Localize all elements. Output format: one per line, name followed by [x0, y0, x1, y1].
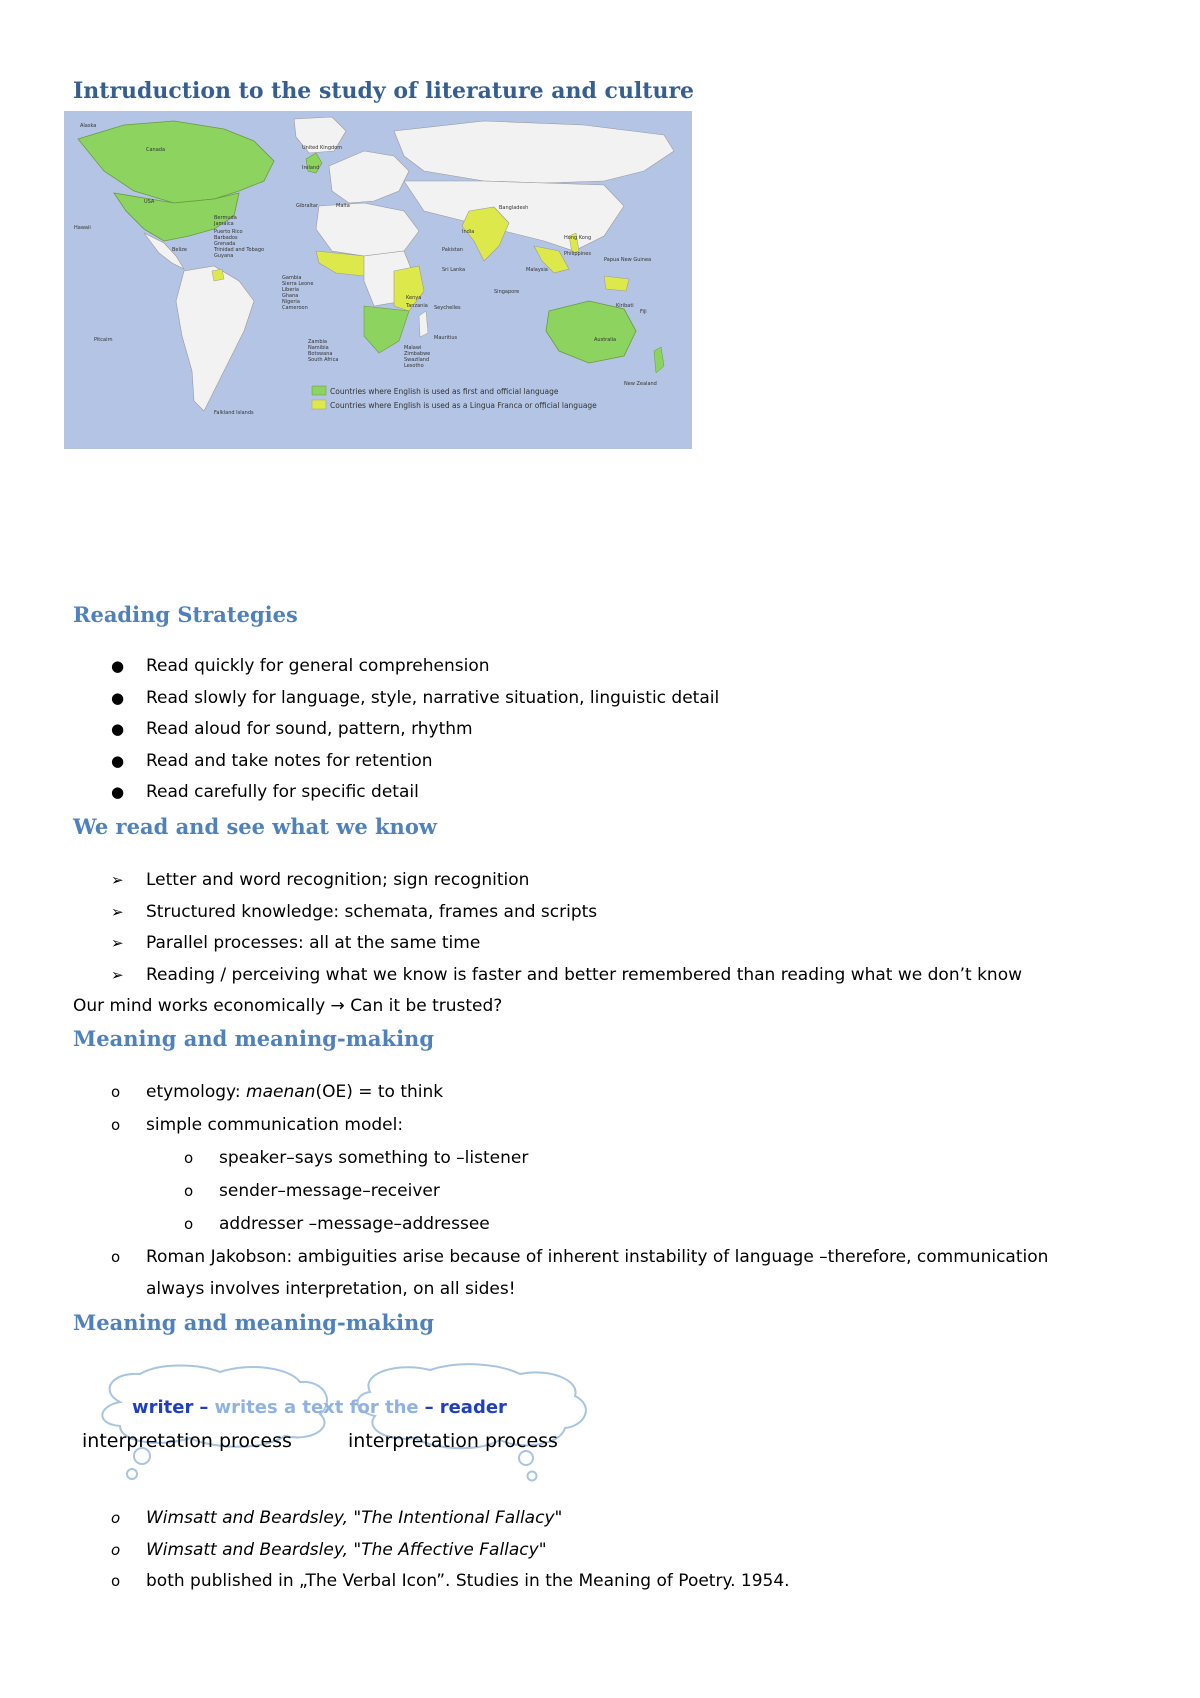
map-label: Philippines: [564, 251, 591, 257]
map-label: Bangladesh: [499, 205, 529, 211]
circle-bullet-icon: o: [111, 1248, 121, 1266]
reading-strategies-list: [0, 656, 1200, 814]
region-guyana: [212, 269, 224, 281]
map-label: Swaziland: [404, 357, 430, 363]
bullet-icon: ●: [111, 751, 125, 770]
map-label: Zimbabwe: [404, 351, 431, 357]
etymology-word: maenan: [246, 1082, 316, 1102]
map-label: Trinidad and Tobago: [214, 247, 265, 253]
map-label: Kenya: [406, 295, 422, 301]
legend-text-first: Countries where English is used as first and official language: [330, 387, 559, 396]
map-label: Falkland Islands: [214, 410, 254, 416]
map-label: Nigeria: [282, 299, 300, 305]
legend-swatch-lingua: [312, 400, 326, 409]
list-item: ➢ Letter and word recognition; sign recognition: [111, 870, 530, 890]
map-label: Pakistan: [442, 247, 463, 253]
map-label: Pitcairn: [94, 337, 113, 343]
circle-bullet-icon: o: [111, 1509, 121, 1527]
map-label: Gambia: [282, 275, 302, 281]
map-label: Grenada: [214, 241, 236, 247]
map-label: Namibia: [308, 345, 329, 351]
bullet-icon: ●: [111, 783, 125, 801]
map-label: Sierra Leone: [282, 281, 314, 287]
map-label: USA: [144, 199, 155, 205]
map-label: Hong Kong: [564, 235, 592, 241]
arrow-bullet-icon: ➢: [111, 965, 124, 984]
map-label: Malaysia: [526, 267, 548, 273]
map-label: Papua New Guinea: [604, 257, 652, 263]
legend-text-lingua: Countries where English is used as a Lingua Franca or official language: [330, 401, 597, 410]
list-item: ● Read slowly for language, style, narrative situation, linguistic detail: [111, 687, 720, 708]
list-item: ● Read carefully for specific detail: [111, 782, 419, 802]
list-item: o sender–message–receiver: [184, 1181, 440, 1201]
diagram-process-left: interpretation process: [82, 1430, 292, 1452]
thought-bubbles: [80, 1362, 600, 1492]
map-label: Australia: [594, 337, 617, 343]
arrow-bullet-icon: ➢: [111, 871, 124, 889]
section-heading-read-and-see: We read and see what we know: [73, 814, 437, 839]
map-label: Ireland: [302, 165, 320, 171]
list-item: ➢ Parallel processes: all at the same time: [111, 933, 481, 953]
list-item: o simple communication model:: [111, 1115, 404, 1135]
list-item: o Wimsatt and Beardsley, "The Affective Fallacy": [111, 1539, 547, 1560]
bullet-icon: ●: [111, 657, 125, 675]
circle-bullet-icon: o: [111, 1083, 121, 1101]
section-heading-reading-strategies: Reading Strategies: [73, 602, 298, 627]
list-item: ➢ Reading / perceiving what we know is faster and better remembered than reading what we don’t know: [111, 964, 1023, 985]
map-label: Kiribati: [616, 303, 634, 309]
list-item: o addresser –message–addressee: [184, 1214, 490, 1234]
list-item: o both published in „The Verbal Icon”. Studies in the Meaning of Poetry. 1954.: [111, 1571, 790, 1591]
map-label: Liberia: [282, 287, 299, 293]
map-label: Canada: [146, 147, 166, 153]
map-label: New Zealand: [624, 381, 657, 387]
diagram-reader: reader: [439, 1397, 507, 1418]
map-label: Lesotho: [404, 363, 424, 369]
bullet-icon: ●: [111, 720, 125, 738]
map-label: United Kingdom: [302, 145, 343, 151]
arrow-bullet-icon: ➢: [111, 934, 124, 952]
map-label: Botswana: [308, 351, 333, 357]
list-item: ● Read and take notes for retention: [111, 750, 433, 771]
section-heading-meaning-2: Meaning and meaning-making: [73, 1310, 434, 1335]
region-north-africa: [316, 203, 419, 256]
map-label: Malawi: [404, 345, 422, 351]
list-item: ● Read aloud for sound, pattern, rhythm: [111, 719, 473, 739]
page-title: Intruduction to the study of literature and culture: [73, 78, 695, 104]
map-label: Sri Lanka: [442, 267, 466, 273]
conclusion-line: Our mind works economically → Can it be trusted?: [73, 996, 503, 1016]
circle-bullet-icon: o: [111, 1116, 121, 1134]
list-item: always involves interpretation, on all sides!: [146, 1279, 516, 1299]
bullet-icon: ●: [111, 688, 125, 707]
map-label: Zambia: [308, 339, 327, 345]
map-label: Puerto Rico: [214, 229, 243, 235]
thought-dot: [127, 1469, 137, 1479]
thought-dot: [528, 1472, 537, 1481]
map-label: Tanzania: [406, 303, 428, 309]
circle-bullet-icon: o: [111, 1540, 121, 1559]
map-label: Ghana: [282, 293, 299, 299]
meaning-list: [0, 1082, 1200, 1311]
diagram-writer: writer: [132, 1397, 194, 1418]
map-label: Alaska: [80, 123, 97, 129]
map-label: Guyana: [214, 253, 234, 259]
diagram-top-line: writer – writes a text for the – reader: [132, 1397, 507, 1418]
map-label: Hawaii: [74, 225, 91, 231]
circle-bullet-icon: o: [184, 1215, 194, 1233]
circle-bullet-icon: o: [184, 1149, 194, 1167]
diagram-process-right: interpretation process: [348, 1430, 558, 1452]
map-label: India: [462, 229, 475, 235]
thought-dot: [519, 1451, 533, 1465]
english-speaking-world-map: [64, 111, 692, 449]
list-item: o etymology: maenan(OE) = to think: [111, 1082, 444, 1102]
list-item: o Roman Jakobson: ambiguities arise because of inherent instability of language –therefore, communication: [111, 1247, 1049, 1267]
region-antarctica-edge: [64, 431, 692, 449]
list-item: o speaker–says something to –listener: [184, 1148, 529, 1168]
list-item: o Wimsatt and Beardsley, "The Intentional Fallacy": [111, 1508, 563, 1528]
map-label: Fiji: [640, 309, 647, 315]
read-and-see-list: [0, 870, 1200, 996]
map-label: Singapore: [494, 289, 520, 295]
references-list: [0, 1508, 1200, 1603]
map-label: Malta: [336, 203, 350, 209]
map-label: Mauritius: [434, 335, 458, 341]
circle-bullet-icon: o: [111, 1572, 121, 1590]
diagram-writes: writes a text for the: [214, 1397, 419, 1418]
list-item: ● Read quickly for general comprehension: [111, 656, 490, 676]
map-label: Seychelles: [434, 305, 461, 311]
map-label: Bermuda: [214, 215, 237, 221]
communication-diagram: [80, 1362, 600, 1492]
map-label: Barbados: [214, 235, 238, 241]
legend-swatch-first: [312, 386, 326, 395]
map-label: Cameroon: [282, 305, 308, 311]
circle-bullet-icon: o: [184, 1182, 194, 1200]
map-label: Belize: [172, 247, 187, 253]
map-label: South Africa: [308, 357, 339, 363]
map-label: Gibraltar: [296, 203, 319, 209]
list-item: ➢ Structured knowledge: schemata, frames and scripts: [111, 901, 598, 922]
section-heading-meaning-1: Meaning and meaning-making: [73, 1026, 434, 1051]
arrow-bullet-icon: ➢: [111, 902, 124, 921]
map-label: Jamaica: [214, 221, 234, 227]
